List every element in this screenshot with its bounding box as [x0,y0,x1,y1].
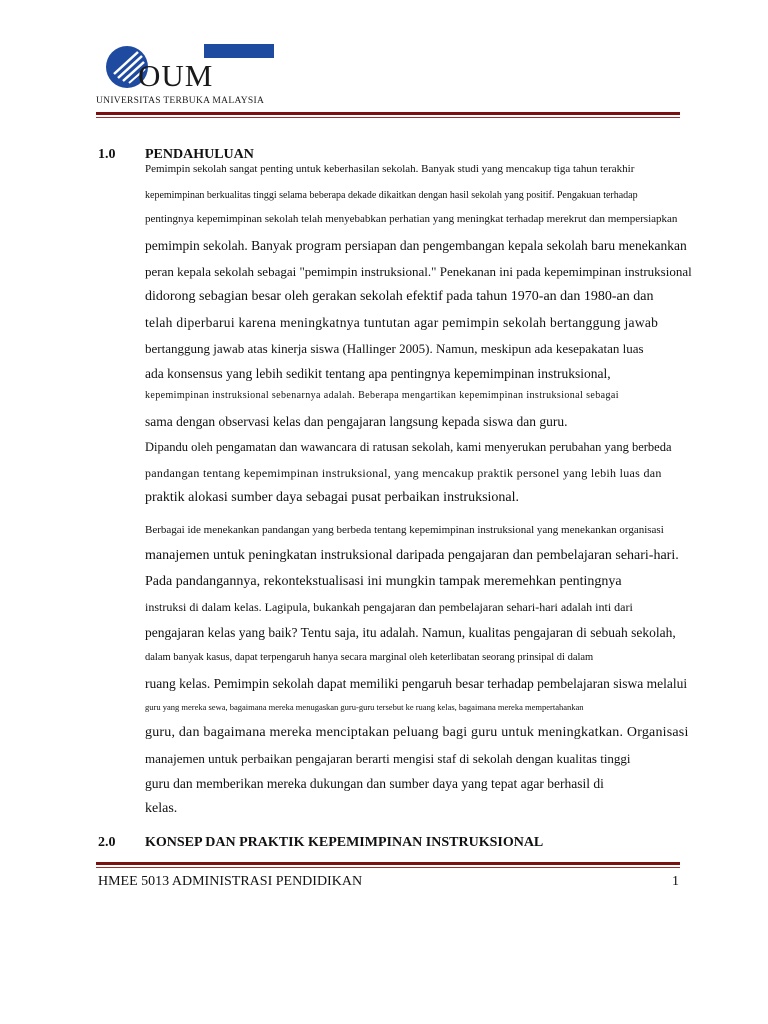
body-line: kepemimpinan instruksional sebenarnya adalah. Beberapa mengartikan kepemimpinan instruksional sebagai [145,390,619,401]
body-line: pandangan tentang kepemimpinan instruksional, yang mencakup praktik personel yang lebih luas dan [145,466,662,480]
body-line: guru yang mereka sewa, bagaimana mereka menugaskan guru-guru tersebut ke ruang kelas, bagaimana mereka mempertahankan [145,702,584,712]
footer-divider [96,862,680,868]
section-title: PENDAHULUAN [145,147,254,162]
body-line: manajemen untuk peningkatan instruksional daripada pengajaran dan pembelajaran sehari-hari. [145,548,679,563]
body-line: guru, dan bagaimana mereka menciptakan peluang bagi guru untuk meningkatkan. Organisasi [145,725,689,740]
body-line: pemimpin sekolah. Banyak program persiapan dan pengembangan kepala sekolah baru menekankan [145,238,687,253]
university-name: UNIVERSITAS TERBUKA MALAYSIA [96,96,265,106]
body-line: dalam banyak kasus, dapat terpengaruh hanya secara marginal oleh keterlibatan seorang prinsipal di dalam [145,652,594,663]
body-line: sama dengan observasi kelas dan pengajaran langsung kepada siswa dan guru. [145,414,568,429]
body-line: pengajaran kelas yang baik? Tentu saja, itu adalah. Namun, kualitas pengajaran di sebuah sekolah, [145,625,676,640]
section-number: 2.0 [98,835,116,850]
oum-banner-shape [204,44,274,58]
section-title: KONSEP DAN PRAKTIK KEPEMIMPINAN INSTRUKSIONAL [145,835,544,850]
body-line: Pemimpin sekolah sangat penting untuk keberhasilan sekolah. Banyak studi yang mencakup tiga tahun terakhir [145,163,635,175]
body-line: instruksi di dalam kelas. Lagipula, bukankah pengajaran dan pembelajaran sehari-hari adalah inti dari [145,600,633,614]
body-line: telah diperbarui karena meningkatnya tuntutan agar pemimpin sekolah bertanggung jawab [145,315,659,330]
body-line: guru dan memberikan mereka dukungan dan sumber daya yang tepat agar berhasil di [145,776,604,791]
section-number: 1.0 [98,147,116,162]
body-line: pentingnya kepemimpinan sekolah telah menyebabkan perhatian yang meningkat terhadap merekrut dan mempersiapkan [145,213,678,225]
body-line: Dipandu oleh pengamatan dan wawancara di ratusan sekolah, kami menyerukan perubahan yang berbeda [145,440,672,454]
body-line: kelas. [145,801,178,816]
body-line: ada konsensus yang lebih sedikit tentang apa pentingnya kepemimpinan instruksional, [145,366,611,381]
page-number: 1 [672,874,679,889]
body-line: praktik alokasi sumber daya sebagai pusat perbaikan instruksional. [145,490,520,505]
body-line: ruang kelas. Pemimpin sekolah dapat memiliki pengaruh besar terhadap pembelajaran siswa melalui [145,676,688,691]
body-line: didorong sebagian besar oleh gerakan sekolah efektif pada tahun 1970-an dan 1980-an dan [145,289,654,304]
oum-logo [96,44,284,108]
body-line: Pada pandangannya, rekontekstualisasi ini mungkin tampak meremehkan pentingnya [145,574,622,589]
header-divider [96,112,680,118]
body-line: manajemen untuk perbaikan pengajaran berarti mengisi staf di sekolah dengan kualitas tinggi [145,751,631,766]
logo-text: OUM [138,58,214,93]
body-line: Berbagai ide menekankan pandangan yang berbeda tentang kepemimpinan instruksional yang menekankan organisasi [145,524,664,536]
body-line: bertanggung jawab atas kinerja siswa (Hallinger 2005). Namun, meskipun ada kesepakatan luas [145,341,644,356]
footer-course: HMEE 5013 ADMINISTRASI PENDIDIKAN [98,874,363,889]
body-line: peran kepala sekolah sebagai "pemimpin instruksional." Penekanan ini pada kepemimpinan instruksional [145,264,692,279]
body-line: kepemimpinan berkualitas tinggi selama beberapa dekade dikaitkan dengan hasil sekolah yang positif. Pengakuan terhadap [145,190,638,201]
